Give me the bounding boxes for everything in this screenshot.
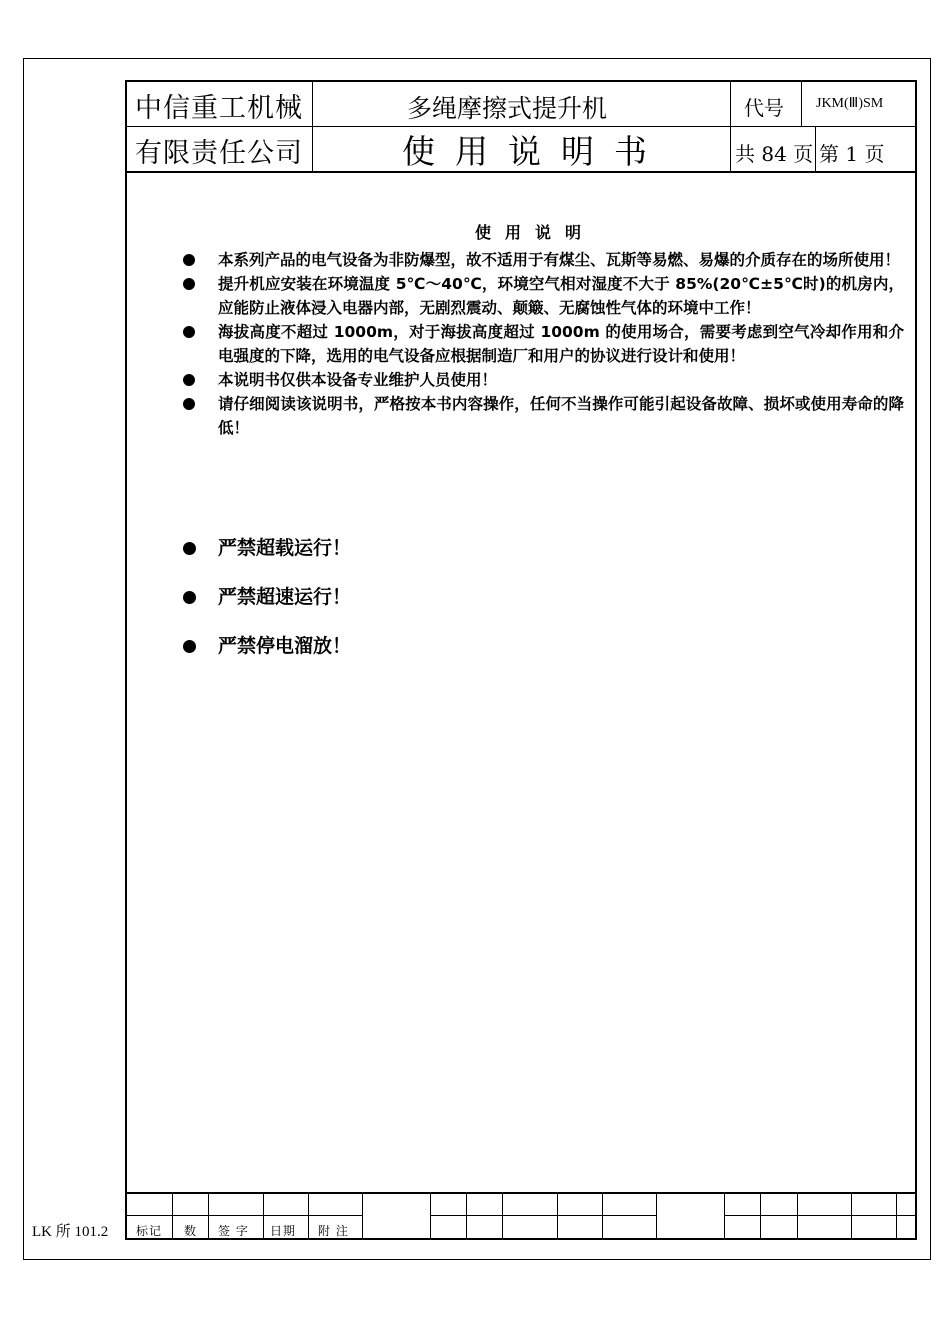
warning-text: 严禁超载运行！ [218,537,352,559]
footer-col-line [656,1193,657,1239]
footer-label-notes: 附 注 [318,1224,349,1238]
note-text: 本系列产品的电气设备为非防爆型，故不适用于有煤尘、瓦斯等易燃、易爆的介质存在的场所使用！ [218,251,901,269]
note-text: 本说明书仅供本设备专业维护人员使用！ [218,371,498,389]
document-title: 使用说明书 [402,132,667,171]
list-item [180,248,904,272]
footer-col-line [430,1193,431,1239]
footer-col-line [208,1193,209,1239]
bullet-icon [183,278,195,290]
bullet-icon [183,591,196,604]
footer-label-count: 数 [184,1224,198,1238]
header-divider-company [312,81,313,172]
footer-label-signature: 签 字 [218,1224,249,1238]
footer-col-line [263,1193,264,1239]
warning-text: 严禁超速运行！ [218,586,352,608]
footer-col-line [724,1193,725,1239]
footer-col-line [851,1193,852,1239]
total-pages: 共 84 页 [735,142,814,166]
warning-text: 严禁停电溜放！ [218,635,352,657]
bullet-icon [183,326,195,338]
footer-col-line [602,1193,603,1239]
bullet-icon [183,542,196,555]
footer-col-line [362,1193,363,1239]
footer-col-line [760,1193,761,1239]
note-text: 请仔细阅读该说明书，严格按本书内容操作，任何不当操作可能引起设备故障、损坏或使用寿命的降低！ [218,395,904,437]
footer-col-line [896,1193,897,1239]
bullet-icon [183,374,195,386]
form-code: LK 所 101.2 [32,1224,109,1240]
list-item [180,272,904,320]
list-item [180,368,904,392]
company-name-line2: 有限责任公司 [135,138,303,169]
section-title: 使用说明 [475,223,596,242]
footer-col-line [466,1193,467,1239]
note-text: 提升机应安装在环境温度 5℃～40℃，环境空气相对湿度不大于 85%(20℃±5℃时)的机房内，应能防止液体浸入电器内部，无剧烈震动、颠簸、无腐蚀性气体的环境中工作！ [218,275,904,317]
footer-col-line [557,1193,558,1239]
footer-col-line [797,1193,798,1239]
list-item [180,320,904,368]
page-number: 第 1 页 [819,142,885,166]
footer-label-date: 日期 [270,1224,297,1238]
footer-label-mark: 标记 [136,1224,163,1238]
footer-row-rule-left [126,1215,362,1216]
list-item [180,392,904,440]
footer-col-line [308,1193,309,1239]
header-bottom-rule [126,171,916,173]
footer-row-rule-mid [430,1215,656,1216]
product-name: 多绳摩擦式提升机 [407,94,608,123]
note-text: 海拔高度不超过 1000m，对于海拔高度超过 1000m 的使用场合，需要考虑到空气冷却作用和介电强度的下降，选用的电气设备应根据制造厂和用户的协议进行设计和使用！ [218,323,904,365]
bullet-icon [183,640,196,653]
footer-col-line [502,1193,503,1239]
footer-col-line [172,1193,173,1239]
warning-item [180,632,351,681]
footer-row-rule-right [724,1215,916,1216]
bullet-icon [183,398,195,410]
warnings-list [180,534,351,681]
bullet-icon [183,254,195,266]
warning-item [180,583,351,632]
header-divider-title [730,81,731,172]
code-label: 代号 [744,96,784,120]
header-middle-rule [126,126,916,127]
code-value: JKM(Ⅲ)SM [816,96,884,111]
header-divider-code [801,81,802,126]
company-name-line1: 中信重工机械 [135,93,303,124]
warning-item [180,534,351,583]
notes-list [180,248,904,440]
header-divider-pages [815,126,816,172]
